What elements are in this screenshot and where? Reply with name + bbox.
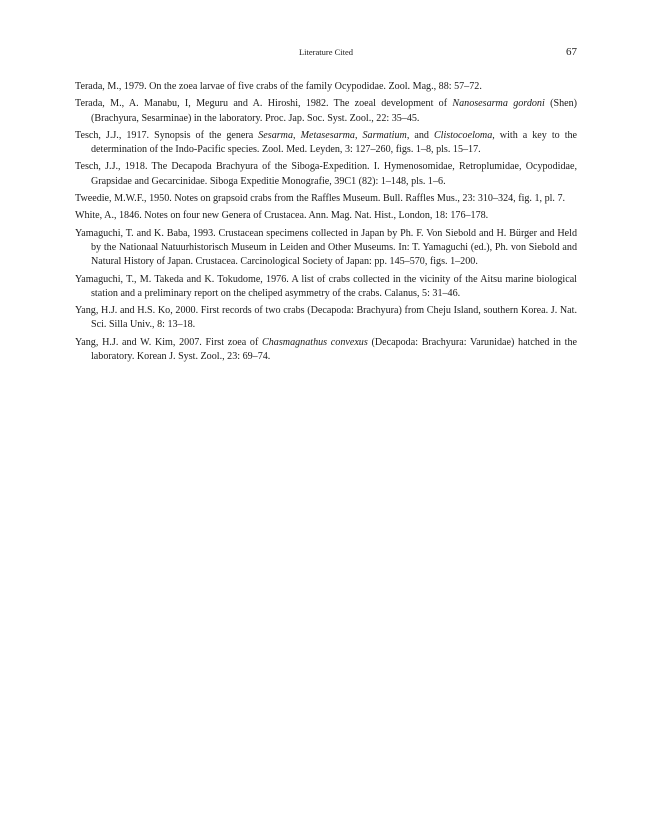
reference-text: Terada, M., A. Manabu, I, Meguru and A. Hiroshi, 1982. The zoeal development of <box>75 98 453 110</box>
running-title: Literature Cited <box>298 47 354 57</box>
running-head <box>75 44 577 60</box>
taxon-name: Metasesarma <box>300 129 355 141</box>
reference-text: White, A., 1846. Notes on four new Genera of Crustacea. Ann. Mag. Nat. Hist., London, 18: 176–178. <box>75 210 489 222</box>
reference-entry <box>75 129 577 158</box>
reference-entry <box>75 227 577 270</box>
taxon-name: Nanosesarma gordoni <box>452 98 545 110</box>
reference-text: Yang, H.J. and W. Kim, 2007. First zoea of <box>75 336 263 348</box>
reference-text: (Decapoda: Brachyura: Varunidae) hatched in the laboratory. Korean J. Syst. Zool., 23: 69–74. <box>91 336 577 363</box>
reference-entry <box>75 273 577 302</box>
reference-text: , with a key to the determination of the Indo-Pacific species. Zool. Med. Leyden, 3: 127–260, figs. 1–8, pls. 15–17. <box>91 129 578 156</box>
reference-text: Terada, M., 1979. On the zoea larvae of five crabs of the family Ocypodidae. Zool. Mag., 88: 57–72. <box>75 81 482 92</box>
reference-text: Tesch, J.J., 1918. The Decapoda Brachyura of the Siboga-Expedition. I. Hymenosomidae, Retroplumidae, Ocypodidae, Grapsidae and Gecarcinidae. Siboga Expeditie Monografie, 39C1 (82): 1–148, pls. 1–6. <box>75 161 577 187</box>
page-number: 67 <box>566 46 577 58</box>
reference-text: , <box>354 129 363 141</box>
reference-list <box>75 80 577 367</box>
reference-entry <box>75 160 577 189</box>
reference-entry <box>75 209 577 223</box>
reference-text: Yamaguchi, T., M. Takeda and K. Tokudome, 1976. A list of crabs collected in the vicinity of the Aitsu marine biological station and a preliminary report on the cheliped asymmetry of the crabs. Calanus, 5: 31–46. <box>75 273 577 299</box>
reference-text: (Shen) (Brachyura, Sesarminae) in the laboratory. Proc. Jap. Soc. Syst. Zool., 22: 35–45. <box>91 98 578 124</box>
reference-entry <box>75 192 577 206</box>
reference-entry <box>75 304 577 333</box>
reference-text: , <box>293 129 301 141</box>
reference-entry <box>75 336 577 365</box>
reference-text: , and <box>406 129 434 141</box>
taxon-name: Chasmagnathus convexus <box>262 336 368 348</box>
reference-entry <box>75 80 577 94</box>
taxon-name: Sarmatium <box>362 129 407 141</box>
reference-text: Tesch, J.J., 1917. Synopsis of the genera <box>75 129 259 141</box>
taxon-name: Sesarma <box>258 129 294 141</box>
reference-text: Yang, H.J. and H.S. Ko, 2000. First records of two crabs (Decapoda: Brachyura) from Cheju Island, southern Korea. J. Nat. Sci. Silla Univ., 8: 13–18. <box>75 305 577 331</box>
reference-text: Tweedie, M.W.F., 1950. Notes on grapsoid crabs from the Raffles Museum. Bull. Raffles Mus., 23: 310–324, fig. 1, pl. 7. <box>75 193 566 205</box>
reference-entry <box>75 97 577 126</box>
reference-text: Yamaguchi, T. and K. Baba, 1993. Crustacean specimens collected in Japan by Ph. F. Von Siebold and H. Bürger and Held by the Nationaal Natuurhistorisch Museum in Leiden and Other Museums. In: T. Yamaguchi (ed.), Ph. von Siebold and Natural History of Japan. Crustacea. Carcinological Society of Japan: pp. 145–570, figs. 1–200. <box>75 227 577 268</box>
taxon-name: Clistocoeloma <box>433 129 493 141</box>
